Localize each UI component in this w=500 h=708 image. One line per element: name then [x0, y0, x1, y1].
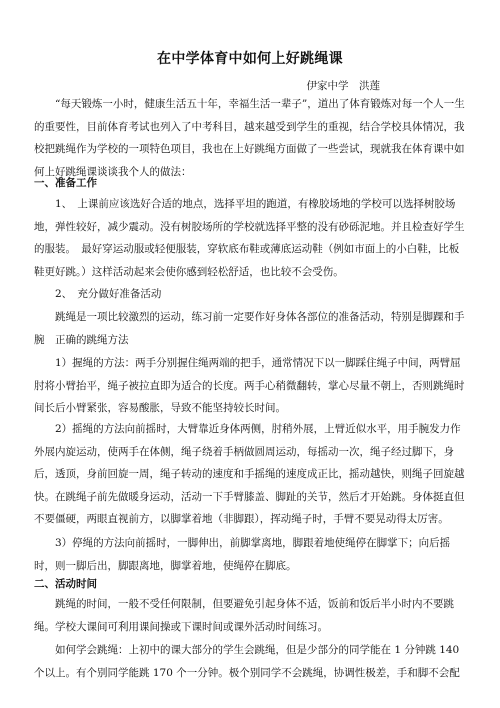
author-line: 伊家中学 洪莲	[306, 80, 380, 92]
paragraph-venue-clothing: 1、 上课前应该选好合适的地点，选择平坦的跑道，有橡胶场地的学校可以选择树胶场地，弹性较好，减少震动。没有树胶场所的学校就选择平整的没有砂砾泥地。并且检查好学生的服装。 最好穿运动服或轻便服装，穿软底布鞋或薄底运动鞋（例如市面上的小白鞋，比板鞋更好跳。）这样活动起来会使你感到轻松舒适，也比较不会受伤。	[34, 198, 465, 278]
paragraph-timing: 跳绳的时间，一般不受任何限制，但要避免引起身体不适，饭前和饭后半小时内不要跳绳。学校大课间可利用课间操或下课时间或课外活动时间练习。	[34, 598, 454, 633]
paragraph-warmup-heading: 2、 充分做好准备活动	[55, 288, 162, 300]
paragraph-warmup: 跳绳是一项比较激烈的运动，练习前一定要作好身体各部位的准备活动，特别是脚踝和手腕 正确的跳绳方法	[34, 311, 465, 346]
paragraph-learning: 如何学会跳绳：上初中的课大部分的学生会跳绳，但是少部分的同学能在 1 分钟跳 140 个以上。有个别同学能跳 170 个一分钟。极个别同学不会跳绳，协调性极差，手和脚不会配	[34, 644, 460, 679]
intro-paragraph: “每天锻炼一小时，健康生活五十年，幸福生活一辈子”，道出了体育锻炼对每一个人一生的重要性，目前体育考试也列入了中考科目，越来越受到学生的重视，结合学校具体情况，我校把跳绳作为学校的一项特色项目，我也在上好跳绳方面做了一些尝试，现就我在体育课中如何上好跳绳课谈谈我个人的做法：	[34, 98, 465, 178]
paragraph-swing-method: 2）摇绳的方法向前摇时，大臂靠近身体两侧，肘稍外展，上臂近似水平，用手腕发力作外展内旋运动，使两手在体侧，绳子绕着手柄做圆周运动，每摇动一次，绳子经过脚下，身后，透顶，身前回旋一周，绳子转动的速度和手摇绳的速度成正比，摇动越快，则绳子回旋越快。在跳绳子前先做暖身运动，活动一下手臂膝盖、脚趾的关节，然后才开始跳。身体挺直但不要僵硬，两眼直视前方，以脚掌着地（非脚跟），挥动绳子时，手臂不要晃动得太厉害。	[34, 423, 465, 525]
paragraph-stop-method: 3）停绳的方法向前摇时，一脚伸出，前脚掌离地，脚跟着地使绳停在脚掌下；向后摇时，则一脚后出，脚跟离地，脚掌着地，使绳停在脚底。	[34, 537, 451, 572]
section-heading-time: 二、活动时间	[34, 578, 97, 590]
paragraph-grip-method: 1）握绳的方法：两手分别握住绳两端的把手，通常情况下以一脚踩住绳子中间，两臂屈肘将小臂抬平，绳子被拉直即为适合的长度。两手心稍微翻转，掌心尽量不朝上，否则跳绳时间长后小臂紧张，容易酸胀，导致不能坚持较长时间。	[34, 357, 465, 414]
document-title: 在中学体育中如何上好跳绳课	[157, 51, 343, 67]
section-heading-preparation: 一、准备工作	[34, 177, 97, 189]
